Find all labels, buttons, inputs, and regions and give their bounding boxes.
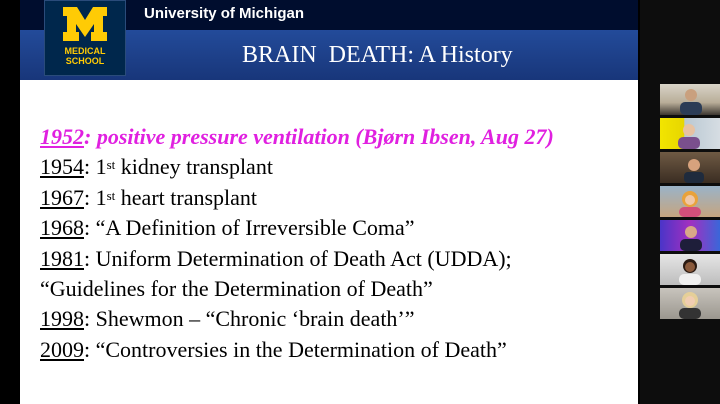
timeline-item — [40, 183, 636, 213]
timeline-text: : 1 — [84, 184, 107, 210]
timeline-item — [40, 244, 636, 274]
timeline-year: 1968 — [40, 215, 84, 241]
timeline-item — [40, 122, 636, 152]
timeline-year: 2009 — [40, 336, 84, 362]
timeline-year: 1952 — [40, 124, 84, 149]
participant-video-icon — [660, 84, 720, 115]
logo-line-school: SCHOOL — [65, 56, 105, 66]
michigan-medical-school-logo — [44, 0, 126, 76]
slide-title: BRAIN DEATH: A History — [242, 42, 513, 68]
participant-video-tile[interactable] — [660, 84, 720, 115]
participant-video-icon — [660, 186, 720, 217]
timeline-year: 1998 — [40, 306, 84, 332]
timeline-text: : Shewmon – “Chronic ‘brain death’” — [84, 306, 415, 332]
participant-video-tile[interactable] — [660, 152, 720, 183]
timeline-text: heart transplant — [115, 184, 258, 210]
participant-video-icon — [660, 118, 720, 149]
timeline-item — [40, 274, 636, 304]
participant-video-tile[interactable] — [660, 118, 720, 149]
timeline-text: kidney transplant — [115, 154, 273, 180]
timeline-text: : “Controversies in the Determination of Death” — [84, 336, 507, 362]
timeline-item — [40, 304, 636, 334]
participant-video-tile[interactable] — [660, 254, 720, 285]
participant-video-icon — [660, 152, 720, 183]
participant-video-tile[interactable] — [660, 288, 720, 319]
timeline-item — [40, 335, 636, 365]
timeline-item — [40, 152, 636, 182]
timeline-text: : 1 — [84, 154, 107, 180]
participant-video-icon — [660, 220, 720, 251]
participant-video-icon — [660, 254, 720, 285]
timeline-year: 1981 — [40, 245, 84, 271]
timeline-item — [40, 213, 636, 243]
timeline-text: : “A Definition of Irreversible Coma” — [84, 215, 415, 241]
participant-video-tile[interactable] — [660, 220, 720, 251]
ordinal-suffix: st — [106, 157, 116, 173]
timeline-year: 1954 — [40, 154, 84, 180]
left-border — [0, 0, 20, 404]
logo-line-medical: MEDICAL — [64, 46, 106, 56]
timeline-text: : Uniform Determination of Death Act (UDDA); — [84, 245, 512, 271]
timeline-list — [40, 122, 636, 365]
ordinal-suffix: st — [106, 187, 116, 203]
block-m-icon — [63, 7, 107, 41]
university-name: University of Michigan — [144, 5, 305, 22]
timeline-text: “Guidelines for the Determination of Death” — [40, 276, 433, 302]
timeline-text: : positive pressure ventilation (Bjørn Ibsen, Aug 27) — [84, 124, 554, 149]
participant-video-icon — [660, 288, 720, 319]
timeline-year: 1967 — [40, 184, 84, 210]
presentation-slide — [20, 0, 638, 404]
participant-video-tile[interactable] — [660, 186, 720, 217]
